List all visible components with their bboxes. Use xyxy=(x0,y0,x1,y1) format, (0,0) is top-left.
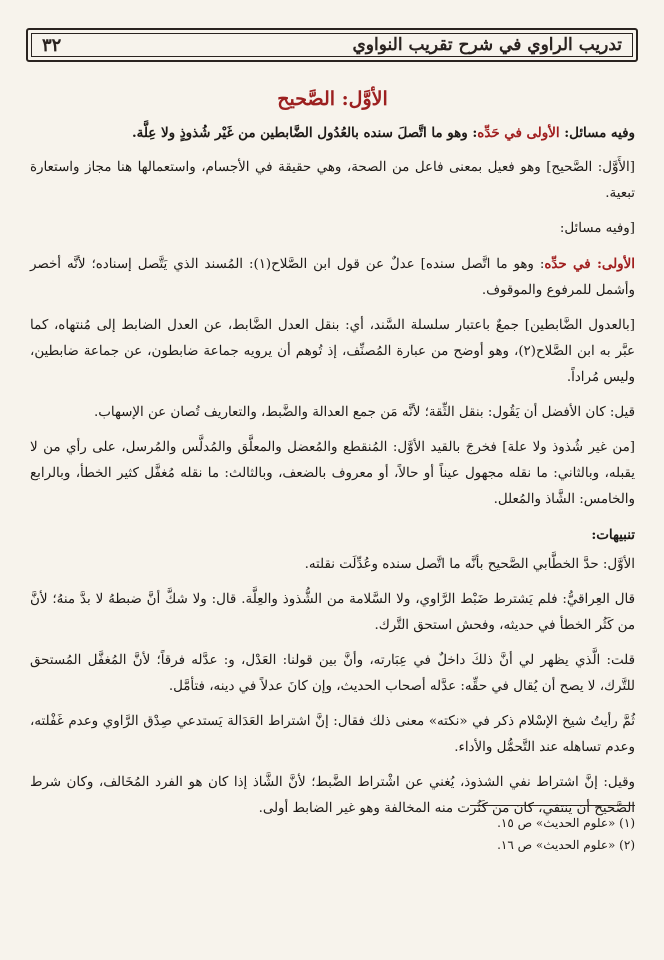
commentary-paragraph: الأوَّل: حدَّ الخطَّابي الصَّحيح بأنَّه ما اتَّصل سنده وعُدِّلَت نقلته. xyxy=(304,557,635,572)
section-title: الأوَّل: الصَّحيح xyxy=(277,88,388,110)
notes-heading: تنبيهات: xyxy=(591,527,635,543)
commentary-paragraph: قيل: كان الأفضل أن يَقُول: بنقل الثِّقة؛ لأنَّه مَن جمع العدالة والضَّبط، والتعاريف تُصان عن الإسهاب. xyxy=(94,405,635,420)
matn-lead: وفيه مسائل: xyxy=(559,125,635,141)
commentary-paragraph: قال العِراقيُّ: فلم يَشترط ضَبْط الرَّاوي، ولا السَّلامة من الشُّذوذ والعِلَّة. قال: ولا شكَّ أنَّ ضبطهُ لا بدَّ منهُ؛ لأنَّ من كَثُر الخطأ في حديثه، وفحش استحق التَّرك. xyxy=(30,592,635,633)
footnote: (١) «علوم الحديث» ص ١٥. xyxy=(497,816,635,830)
matn-highlight: الأولى في حَدِّه xyxy=(477,125,560,141)
main-text xyxy=(30,86,635,831)
commentary-rest: : وهو ما اتَّصل سنده] عدلٌ عن قول ابن الصَّلاح(١): المُسند الذي يَتَّصل إسناده؛ لأنَّه أخصر وأشمل للمرفوع والموقوف. xyxy=(30,257,635,298)
commentary-paragraph: وقيل: إنَّ اشتراط نفي الشذوذ، يُغني عن اشْتراط الضَّبط؛ لأنَّ الشَّاذ إذا كان هو الفرد المُخَالف، وكان شرط الصَّحيح أن ينتفي، كان من كَثُرت منه المخالفة وهو غير الضابط أولى. xyxy=(30,775,635,816)
page-header xyxy=(26,28,638,62)
commentary-paragraph: [من غير شُذوذ ولا علة] فخرجَ بالقيد الأوَّل: المُنقطع والمُعضل والمعلَّق والمُدلَّس والمُرسل، على رأي من لا يقبله، وبالثاني: ما نقله مجهول عيناً أو حالاً، أو معروف بالضعف، وبالثالث: ما نقله مُغفَّل كثير الخطأ، وبالرابع والخامس: الشَّاذ والمُعلل. xyxy=(30,440,635,507)
commentary-paragraph: ثُمَّ رأيتُ شيخ الإسْلام ذكر في «نكته» معنى ذلك فقال: إنَّ اشتراط العَدَالة يَستدعي صِدْق الرَّاوي وعدم غَفْلته، وعدم تساهله عند التَّحمُّل والأداء. xyxy=(30,714,635,755)
footnote: (٢) «علوم الحديث» ص ١٦. xyxy=(497,838,635,852)
footnote-separator xyxy=(470,805,635,806)
running-title: تدريب الراوي في شرح تقريب النواوي xyxy=(352,35,622,55)
commentary-paragraph: قلت: الَّذي يظهر لي أنَّ ذلكَ داخلٌ في عِبَارته، وأنَّ بين قولنا: العَدْل، و: عدَّله فرقاً؛ لأنَّ المُغفَّل المُستحق للتَّرك، لا يصح أن يُقال في حقِّه: عدَّله أصحاب الحديث، وإن كانَ عدلاً في دينه، فتأمَّل. xyxy=(30,653,635,694)
footnotes xyxy=(30,812,635,856)
commentary-highlight: الأولى: في حدِّه xyxy=(544,256,635,272)
commentary-paragraph: [وفيه مسائل: xyxy=(559,221,635,236)
matn-paragraph xyxy=(30,120,635,146)
commentary-paragraph xyxy=(30,251,635,304)
commentary-paragraph: [بالعدول الضَّابطين] جمعٌ باعتبار سلسلة السَّند، أي: بنقل العدل الضَّابط، عن العدل الضابط إلى مُنتهاه، كما عبَّر به ابن الصَّلاح(٢)، وهو أوضح من عبارة المُصنِّف، إذ تُوهم أن يرويه جماعة ضابطون، عن جماعة ضابطين، وليس مُراداً. xyxy=(30,318,635,385)
commentary-paragraph: [الأَوَّل: الصَّحيح] وهو فعيل بمعنى فاعل من الصحة، وهي حقيقة في الأجسام، واستعمالها هنا مجاز واستعارة تبعية. xyxy=(30,160,635,201)
matn-rest: : وهو ما اتَّصلَ سنده بالعُدُول الضَّابطين من غَيْر شُذوذٍ ولا عِلَّة. xyxy=(132,125,478,141)
page-number: ٣٢ xyxy=(42,34,62,56)
